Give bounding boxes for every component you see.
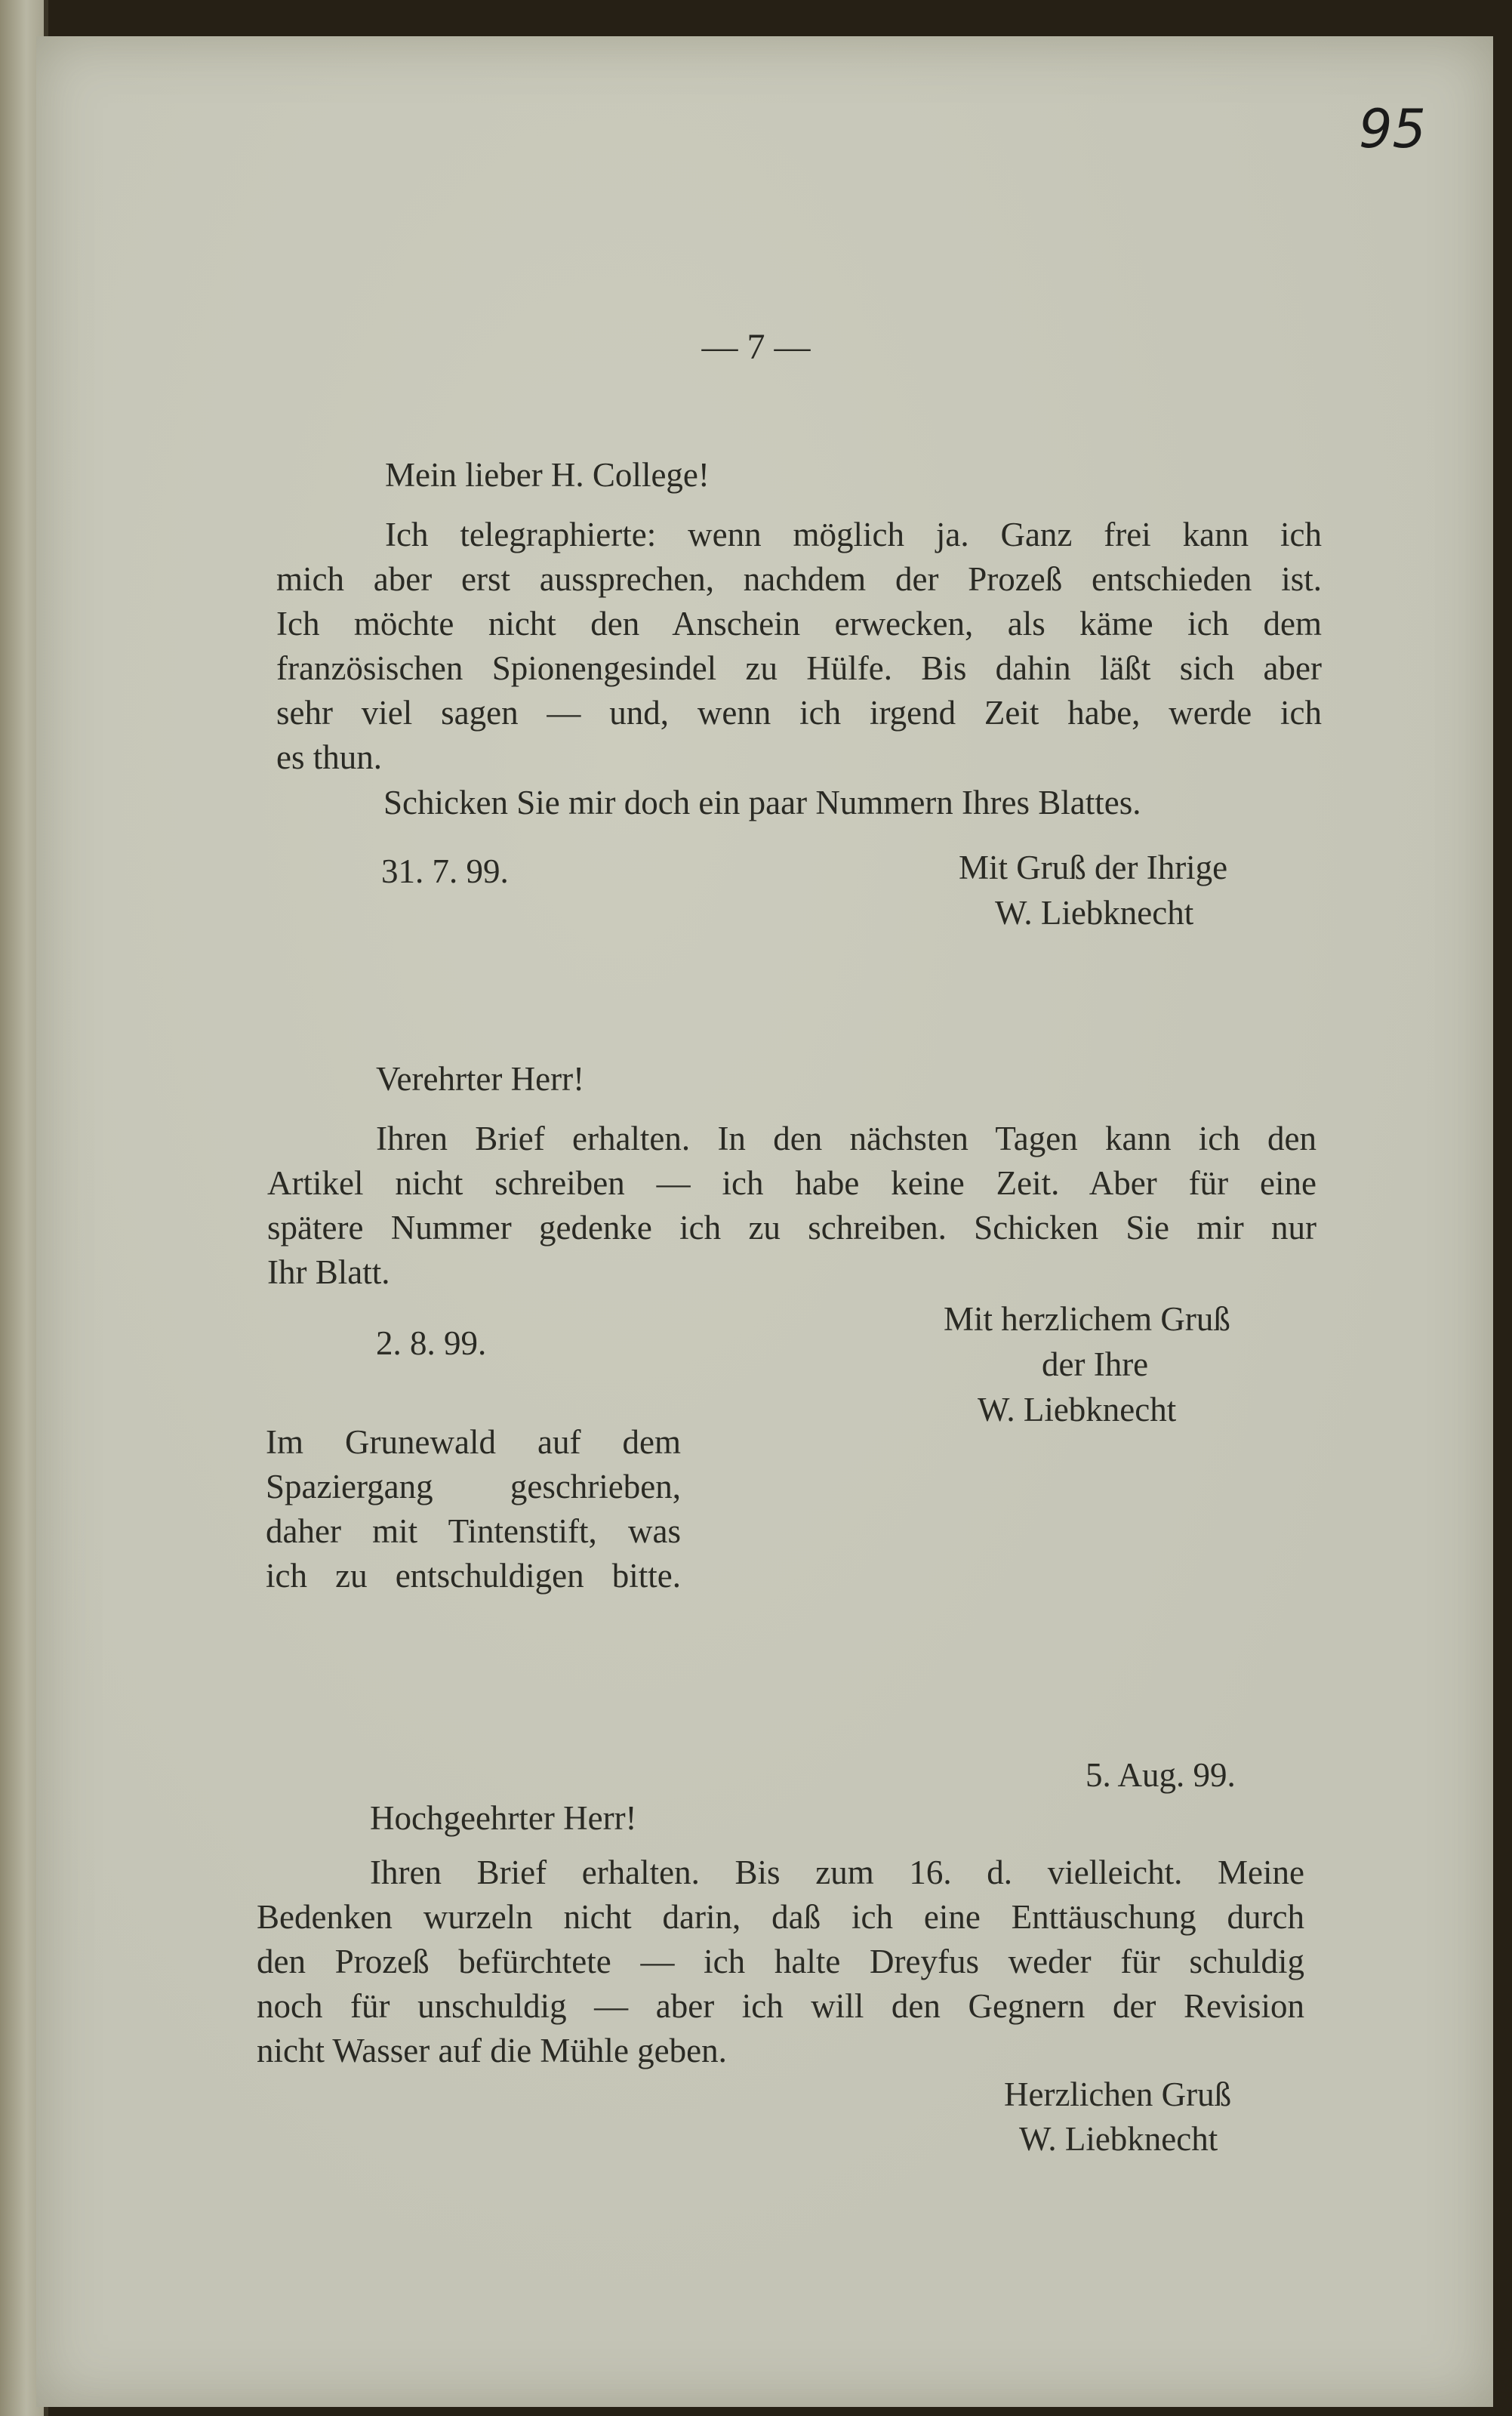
letter-3-body-line-text: Ihren Brief erhalten. Bis zum 16. d. vielleicht. Meine [370,1854,1304,1891]
letter-2-body-line: spätere Nummer gedenke ich zu schreiben. Schicken Sie mir nur [267,1209,1316,1247]
letter-1-signature: W. Liebknecht [995,894,1194,932]
letter-2-closing: Mit herzlichem Gruß [944,1300,1230,1338]
letter-1-salutation: Mein lieber H. College! [385,456,710,494]
letter-3-body-line: den Prozeß befürchtete — ich halte Dreyfus weder für schuldig [257,1943,1304,1980]
letter-3-body [257,1851,1304,2073]
letter-2-note-line: Spaziergang geschrieben, [266,1468,681,1505]
letter-2-closing: der Ihre [1042,1345,1149,1383]
letter-2-note [266,1420,681,1598]
letter-1-closing: Mit Gruß der Ihrige [959,849,1228,886]
letter-2-note-line: daher mit Tintenstift, was [266,1512,681,1550]
letter-2-note-line: ich zu entschuldigen bitte. [266,1557,681,1595]
letter-1-body-line: Ich möchte nicht den Anschein erwecken, als käme ich dem [276,605,1322,643]
letter-2-body-line: Artikel nicht schreiben — ich habe keine Zeit. Aber für eine [267,1164,1316,1202]
letter-1-body-line: Ich telegraphierte: wenn möglich ja. Ganz frei kann ich [385,516,1322,553]
letter-3-date: 5. Aug. 99. [1085,1756,1236,1794]
letter-3-body-line [257,1851,1304,1895]
letter-2-salutation: Verehrter Herr! [376,1060,585,1098]
page-number: — 7 — [701,327,811,367]
letter-3-closing: Herzlichen Gruß [1004,2075,1232,2113]
letter-2-body [267,1117,1316,1295]
letter-1-body-line: mich aber erst aussprechen, nachdem der Prozeß entschieden ist. [276,560,1322,598]
letter-3-body-line: nicht Wasser auf die Mühle geben. [257,2032,727,2069]
letter-2-body-line: Ihr Blatt. [267,1253,390,1291]
letter-1-date: 31. 7. 99. [381,852,509,890]
letter-1-body-line: französischen Spionengesindel zu Hülfe. Bis dahin läßt sich aber [276,649,1322,687]
letter-1-body [276,513,1322,780]
letter-2-body-line: Ihren Brief erhalten. In den nächsten Tagen kann ich den [376,1120,1316,1157]
letter-3-signature: W. Liebknecht [1019,2120,1218,2158]
letter-2-date: 2. 8. 99. [376,1324,487,1362]
letter-2-note-line: Im Grunewald auf dem [266,1423,681,1461]
letter-2-signature: W. Liebknecht [978,1391,1177,1428]
handwritten-folio-number: 95 [1359,98,1427,160]
letter-1-body-line: sehr viel sagen — und, wenn ich irgend Zeit habe, werde ich [276,694,1322,732]
letter-3-body-line: noch für unschuldig — aber ich will den Gegnern der Revision [257,1987,1304,2025]
letter-3-body-line: Bedenken wurzeln nicht darin, daß ich eine Enttäuschung durch [257,1898,1304,1936]
letter-1-body-line: es thun. [276,738,382,776]
letter-1-postscript: Schicken Sie mir doch ein paar Nummern Ihres Blattes. [383,784,1141,821]
letter-3-salutation: Hochgeehrter Herr! [370,1799,637,1837]
